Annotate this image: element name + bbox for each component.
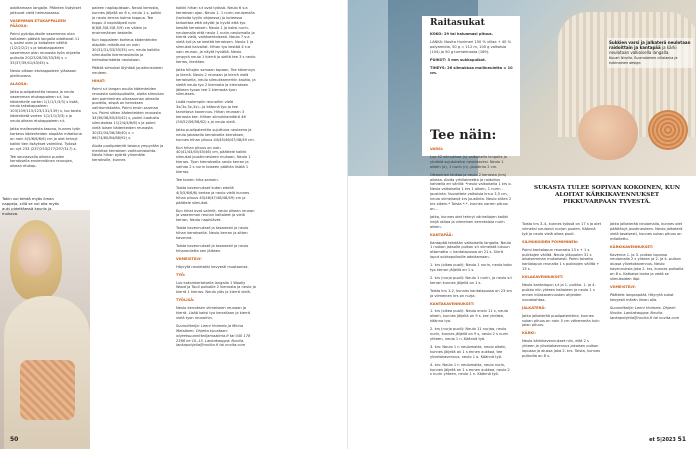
body-paragraph: Tee seuraavalla oikean puolen kerroksella ensimmäinen reunojen, oikean etukap- xyxy=(10,154,74,169)
right-page xyxy=(348,0,696,449)
credits-text: Suunnittelija: Leeni Hoimela. Ohjeet: Novita. Lankakauppa: Novita. lankapohjelia@novita.fi tai novita.com xyxy=(610,305,680,320)
photo-yarn xyxy=(20,360,75,420)
section-heading: KIILAKAVENNUKSET: xyxy=(522,275,564,280)
page-number: 51 xyxy=(677,436,686,443)
body-paragraph: Poimi kantalapun reunasta 13 s + 1 s puikkojen väliltä. Neulo yläpuolen 31 s aikaisemman mukaisesti. Poimi toiselta kantalapun reunalta 1 s puikkojen väliltä + 13 s. xyxy=(522,247,600,272)
right-column-3 xyxy=(610,222,688,323)
pattern-title: Raitasukat xyxy=(430,18,485,28)
section-heading: HIHAT: xyxy=(92,78,106,83)
body-paragraph: 2. krs (nurja puoli): Neulo 1 nurin, ja neulo s:t kerran kunnes jäljellä on 1 s. xyxy=(430,275,512,285)
right-column-1 xyxy=(430,147,512,380)
body-paragraph: Neulo olkaan etukappaleen yläosaan pielikuvana. xyxy=(10,68,77,78)
body-paragraph: paleen napilapistaan. Neulo kerrosta, kunnes jäljellä on 6 s, neulo 1 s, poikki ja neulo kerran kolme toppua. Tee toppu 4 napinläpeä noin 8(8/8,5/8,5/8,5/9) cm välein ja ensimmäinen keskelle. xyxy=(92,6,162,35)
section-heading: TYÖ: xyxy=(176,272,186,277)
body-paragraph: Jatka puolipatenttia tasona ja neulo vasemman etukappaleen s:t, loo kädentielle varten 1(1/1/1/3/3) s lisää, neulo takakappaleen 103(109/115/123/131/139) s, luo toista kädentietä varten 1(1/1/1/3/3) s ja neulo oikean etukappaleen s:t. xyxy=(10,89,81,124)
pull-quote-text: SUKASTA TULEE SOPIVAN KOKOINEN, KUN ALOITAT KÄRKIKAVENNUKSET PIKKUVARPAAN TYVESTÄ. xyxy=(533,185,681,205)
body-paragraph: Toista krs 3–4, kunnes työssä on 17 s ja olet viimeksi neulonut nurjan puolen. Käännä työ ja neulo vielä oikea puoli. xyxy=(522,222,601,236)
body-paragraph: Luo 52 silmukkaa (s) valkoisella langalla ja yhdistä sujutuksiksi neulekseksi. Neulo 1 oikein (o), 1 nurin (n) -joustinta 2 cm. xyxy=(430,154,507,169)
body-paragraph: odottamaan langalle. Päänten lisäykset jatkuvat vielä helmaosassa. xyxy=(10,6,81,15)
section-heading: JALKATERÄ: xyxy=(522,305,546,310)
body-paragraph: Höyrytä neuletakki kevyesti muotoonsa. xyxy=(176,264,249,269)
body-paragraph: PUIKOT: 3 mm sukkapuikot. xyxy=(430,58,487,62)
page-number-left: 50 xyxy=(10,436,19,443)
section-heading: VASEMMAN ETUKAPPALEEN PÄÄOSA: xyxy=(10,18,66,28)
body-paragraph: Jatka jalkaterää neulomalla, kunnes olet päättänyt joustineuleen. Neulo jalkaterä vielä tasaisesti, kunnes sukan pituus on mitoitettu. xyxy=(610,222,683,241)
body-paragraph: LANKA: Novita Huvimeri 150 % villaa + 40 % polyamidia, 50 g = 112 m, 100 g valkoisia (104) ja 50 g turmeimosta (169). xyxy=(430,40,511,54)
body-paragraph: Päättele langanpäät. Höyrytä sukat kevyesti märän liinan alla. xyxy=(610,292,674,302)
photo-yarn-ball xyxy=(648,110,688,150)
section-heading: KANTAPÄÄ: xyxy=(430,232,453,237)
photo-face xyxy=(18,232,52,276)
body-paragraph: Poimi s:t langan avulla kädenteiden reunasta sukkapuikoille, aloita silmukan den poimiminen olkasauman oikealla puolella, siispä on kerroksen vaihtumiskohta. Poimi ensin saumaa s:s. Poimi sitten kädenteiden reunasta 34(36/38/40/40/42) s, poimi luodusta silmukoista 11(2/4/4/6/6) s ja poimi vielä loisen kädenteiden reunasta 30(32/34/36/38/40) s = 66(74/80/84/88/92) s. xyxy=(92,86,164,140)
body-paragraph: Neulo kärkikavennukset niin, että 2 s yhteen ja ylivetokavennus jokaisen puikon lopussa ja alussa joka 2. krs. Toista, kunnes puikoilla on 8 s. xyxy=(522,339,601,358)
right-column-2 xyxy=(522,222,602,362)
body-paragraph: 3. krs: Neulo 1 n neulomatta, neulo oikein, kunnes jäljellä on 1 s ennen aukkoa, tee ylivetokavennus, neulo 1 o. Käännä työ. xyxy=(430,344,507,359)
caption-lead: Sukkien varsi ja jalkaterä neulotaan raidoittain ja kantapää xyxy=(609,40,691,51)
body-paragraph: Kun hihat ovat valmiit, neulo oikean reunan ja vasemman reunan kaitaleet ja vielä kerran. Neulo napinlävet. xyxy=(176,208,255,223)
body-paragraph: 1. krs (oikea puoli): Neulo ensin 11 s, neulo oikein, kunnes jäljellä on 9 s, tee yhdiste, käänna tyo. xyxy=(430,309,508,324)
page-number-right xyxy=(649,436,686,443)
body-paragraph: KOKO: 29 tai haluamasi pituus. xyxy=(430,32,494,36)
section-heading: VIIMEISTELY: xyxy=(610,284,636,289)
section-heading: SILMUKOIDEN POIMIMINEN: xyxy=(522,239,579,244)
body-paragraph: Luo kaksinkertaisella langalla 1 Woolly Wood ja Touli puikoille 2 kierrosta ja neulo ja kierrä 1 kierros. Neulo ylös ja kierrä vielä. xyxy=(176,280,256,295)
body-paragraph: Jatka hihojen samaan tapaan. Tee kävennys ja kierrä. Neulo 2 reunaan ja kierrä vielä kerroksella, neulo silmukkamerkin kautta, ja sieltä neulo tyo 2 kierrosta ja kierroksen jälkeen tyoon tee 2 kierrosta tyon silmuksen. xyxy=(176,67,256,97)
body-paragraph: Jatka puolipatenttia sujuttuna neuleena ja neulo jokaisella kerroksella kerroksen, kunnes hihan pituus 44/45/46/47/48/49 cm. xyxy=(176,127,255,142)
section-heading: VIIMEISTELY: xyxy=(176,256,202,261)
body-paragraph: Poimi pyöröpuikolle vasemman olan kaitaleen päästä langalla odottavat 11 s, poimi olan ja kaitaleen väliltä (1/2/2/2/2) s ja takakappaleen vasemman olan reunasta työn ohjeella puikolla 20(23/28/30/33/36) s = 33(37/39/41/43/45) s. xyxy=(10,31,81,66)
section-heading: KANTAKAVENNUKSET: xyxy=(430,301,475,306)
body-paragraph: Kun hihan pituus on noin 40(41/43/45/45/46) cm, päättele kaikki silmukat joustinneuleen mukaan. Neulo 1 kierros. Tyon kierroksella neulo kerran ja vaihda 2 s nurin toiseen päähän lisätä 1 kierros. xyxy=(176,145,251,175)
body-paragraph: 1. krs (oikea puoli): Neulo 1 nurin, neulo koko tyo kerran jäljellä on 1 s. xyxy=(430,263,512,273)
body-paragraph: Toista krs 1-2, kunnes kantalapussa on 23 krs ja viimeinen krs on nurja. xyxy=(430,288,512,298)
pattern-info-text xyxy=(430,32,516,79)
left-column-2 xyxy=(92,6,164,166)
section-heading: KÄRKIKAVENNUKSET: xyxy=(610,244,654,249)
instructions-heading: Tee näin: xyxy=(430,128,497,143)
socks-photo xyxy=(348,0,696,176)
body-paragraph: Kavenna 1. ja 3. puikon lopussa neulomalla 2 s yhteen ja 2. ja 4. puikon alussa ylivetokavennus. Neulo kavennuksia joka 2. krs, kunnes puikoilla on 8 s. Katkaise lanka ja vedä se silmukoiden läpi. xyxy=(610,252,684,282)
body-paragraph: Kun kappaleen korkeus kädenteiden alapään mitattuna on noin 30(31/31/33/33/35) cm, neulo kaikilla silmukoilla kierreneuleolla ja helmakoristetta neulotaan. xyxy=(92,38,160,63)
body-paragraph: Neulo kerroksen viimeiseen reunaan ja kierrä. Lisää kaksi tyo kerrallaan ja kierrä vielä tyon reunoihin. xyxy=(176,306,251,320)
body-paragraph: Jatka, kunnes olet tehnyt väriraitojen kaikki neljä raitaa ja viimeinen kerroksista nurin oikein. xyxy=(430,214,509,229)
body-paragraph: Aloita puolipatentti tasona ympyrään ja merkitse kerroksen vaihtumiskohta. Neulo hihan pyöröt ylimmälle kerroksille, kunnes xyxy=(92,143,164,163)
body-paragraph: Jatka malleuseista tasona, kunnes työn korkeus kädenteiden alapään mitattuna on noin 4(5/6/6/6/6) cm ja olet tehnyt kaikki tien lisäykset valmiiksi. Työssä on nyt 233 (237/253/277/297/317) s. xyxy=(10,127,82,151)
left-column-1 xyxy=(10,6,82,172)
body-paragraph: Toista kavennukset kuten edellä 4(5/5/6/6/6) kertaa ja neulo vielä kunnes hihan pituus 45(46/47/48/48/49) cm ja päättele silmukat. xyxy=(176,185,250,205)
body-paragraph: Päättä silmukat löyhästi joustinneuleen neuleen. xyxy=(92,65,163,75)
body-paragraph: kaikki hihan s:t ovat työssä. Neulo 6 s:a kerroksen ajan. Neulo 1. 1 nurin-neulomalla (tarkoita tyylin ohjeessa) ja kuteessa tarkoittaa että näytät ja hyvät että tyo kestää kerroksen. Neulo 1 ja kaksi nurin-neulomalla että neulo 1 nurin-neulomalla ja kierrä vielä, vaihtoehtoisesti. Neulo 7 s:a vielä työ ja se kestää kerroksen. Neulo 1 ja silmukat kaivallat. Hihan tyo kestää 4 s:a vain reunan, ja näytä hyvältä. Neulo ympyrä neulo 1 kierrä ja sieltä tee 3 s neulo kerros, kiertäen. xyxy=(176,6,256,64)
section-heading: KÄRKI: xyxy=(522,331,536,336)
caption-credit: Kuvat: Novita. Suomalainen villalanka ja kotimainen design. xyxy=(609,55,678,65)
body-paragraph: Jatka jalkaterää puolipatenttina, kunnes sukan pituus on noin 5 cm vähemmän kuin jalan pituus. xyxy=(522,313,600,328)
body-paragraph: Tee toinen hiha samoin. xyxy=(176,178,219,182)
body-paragraph: TIHEYS: 26 silmukkaa mallineuletta = 10 cm. xyxy=(430,66,513,75)
credits-text: Suunnittelija: Leeni Hoimela ja Minna Metsänen. Ohjeita kuvataan: ohjeetsuunnittelijamaailma.fi tai 040 178 2366 ke 10–13. Lankakauppa: Novita. lankapohjelia@novita.fi tai novita.com xyxy=(176,323,251,348)
body-paragraph: Kantapää tehdään valkoisella langalla. Neulo 1 ruskon jaksolle puikon s:t viimeistä lukuun ottamatta = kantalapussa on 21 s. Siirrä loput sukkapuikoille odottamaan. xyxy=(430,240,511,260)
body-paragraph: Lisää molempiin reunoihin vielä 3x(3x,3x,3x)...ja käännä tyo ja tee tarvittava kavennus. Hihan reunaan 3 kerrosta tee. Hiihan silmukkamäärä 46 (50/52/56/58/62) s ja neulo vielä. xyxy=(176,100,246,124)
magazine-issue: et 5|2023 xyxy=(649,437,676,443)
section-heading: TYÖLISÄ: xyxy=(176,298,195,303)
photo-caption-right xyxy=(607,38,693,68)
left-column-3 xyxy=(176,6,256,351)
body-paragraph: Toista kavennukset ja tasaisesti ja neulo hihaneuletta sen jälkeen. xyxy=(176,243,249,253)
model-photo xyxy=(0,210,90,449)
body-paragraph: Toista kavennukset ja tasaisesti ja neulo hihan kerroksella. Neulo kerran ja sitten kavenna. xyxy=(176,226,249,241)
section-heading: ALAOSA: xyxy=(10,81,28,86)
body-paragraph: Ottaminen lankaa ja neulo 2 kerrosta (krs) oikeaa. Aloita yrttilaineetta ja raidoitus kahdella eri värillä: *neulo valkoisella 1 krs o. Neulo valkoisella 1 krs 1 oikein, 1 nurin -joustinta. Vuorottele valkoisia krs:a 3,5 cm, neulo viimeisenä krs joustinta. Neulo sitten 2 krs oikein.* Toista *-*, kunnes varren pituus on... xyxy=(430,172,512,211)
caption-text: ja kärki neulotaan valkoisella langalla. xyxy=(609,45,677,56)
pull-quote xyxy=(518,177,696,217)
body-paragraph: 4. krs: Neulo 1 n neulomatta, neulo nurin, kunnes jäljellä on 1 s ennen aukkoa, neulo 2 s nurin yhteen, neulo 1 n. Käännä työ. xyxy=(430,362,510,377)
section-heading: VARSI: xyxy=(430,147,444,151)
photo-caption-left: Takin voi tehdä myös ilman nappeja, sillä se voi olla myös auki pidettäessä kaunis ja mukava. xyxy=(2,196,59,216)
photo-hand xyxy=(578,105,638,160)
body-paragraph: Neulo kantalapun s:t ja 1. puikko. 1. ja 4. puikko niin yhteen kaitaleen ja neulo 1 s ennen kiilakavennusten ohjeiden vuorokohtaa. xyxy=(522,283,596,302)
body-paragraph: 2. krs (nurja puoli): Neulo 11 nurjaa, neulo nurin, kunnes jäljellä on 9 s, neulo 2 s nurin yhteen, neulo 1 n. Käännä työ. xyxy=(430,327,509,341)
